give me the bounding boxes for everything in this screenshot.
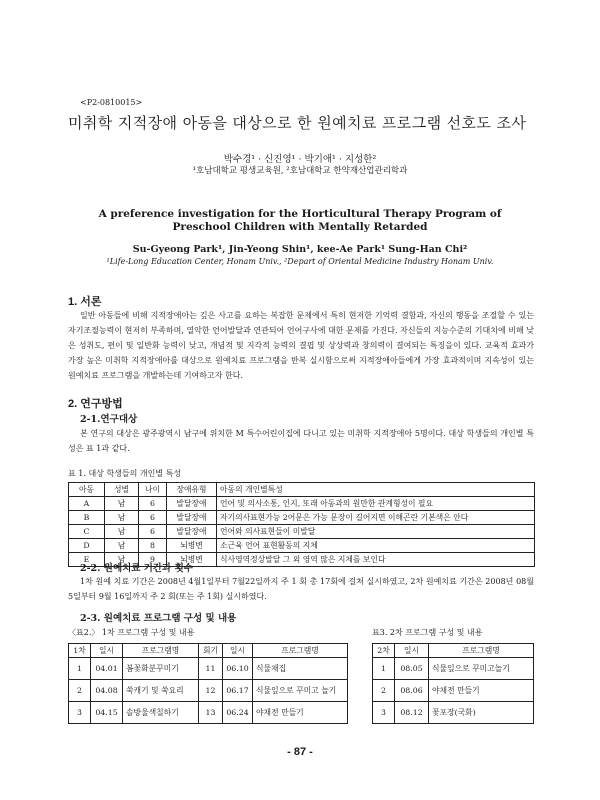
- table-row: [69, 702, 348, 724]
- affiliations-english: ¹Life-Long Education Center, Honam Univ., ²Depart of Oriental Medicine Industry Honam Univ.: [106, 257, 494, 266]
- table-cell: 08.05: [395, 658, 429, 680]
- table-3-caption: 표3. 2차 프로그램 구성 및 내용: [372, 628, 483, 637]
- table-cell: 남: [105, 497, 139, 511]
- table-cell: A: [69, 497, 105, 511]
- section-2-heading: 2. 연구방법: [68, 398, 123, 410]
- table-1-header-cell: 장애유형: [167, 483, 217, 497]
- table-cell: 언어 및 의사소통, 인지, 또래 아동과의 원만한 관계형성이 필요: [217, 497, 535, 511]
- table-cell: 뇌병변: [167, 539, 217, 553]
- table-cell: B: [69, 511, 105, 525]
- page-number: - 87 -: [287, 746, 313, 758]
- table-cell: 식물잎으로 꾸미고 놀기: [253, 680, 348, 702]
- table-1-caption: 표 1. 대상 학생들의 개인별 특성: [68, 469, 182, 478]
- section-1-body: [68, 308, 534, 383]
- table-1-header-row: [69, 483, 535, 497]
- table-cell: 06.10: [223, 658, 253, 680]
- title-english: [0, 208, 600, 234]
- table-cell: 발달장애: [167, 511, 217, 525]
- table-row: [69, 539, 535, 553]
- table-cell: 04.08: [91, 680, 123, 702]
- subsection-2-2-paragraph: 1차 원예 치료 기간은 2008년 4월1일부터 7월22일까지 주 1 회 총 17회에 걸쳐 실시하였고, 2차 원예치료 기간은 2008년 08월5일부터 9월 16일까지 주 2 회(또는 주 1회) 실시하였다.: [68, 577, 534, 601]
- table-row: [69, 511, 535, 525]
- table-2-header-cell: 프로그램명: [253, 644, 348, 658]
- table-cell: 언어와 의사표현들이 미발달: [217, 525, 535, 539]
- table-2-caption: 〈표2.〉 1차 프로그램 구성 및 내용: [68, 628, 195, 637]
- table-cell: 자기의사표현가능 2어문은 가능 문장이 길어지면 이해곤란 기본색은 안다: [217, 511, 535, 525]
- table-row: [69, 680, 348, 702]
- table-cell: 6: [139, 497, 167, 511]
- table-cell: 1: [373, 658, 395, 680]
- table-1: [68, 482, 535, 567]
- table-cell: 2: [69, 680, 91, 702]
- table-cell: 식사영역정상발달 그 외 영역 많은 지체를 보인다: [217, 553, 535, 567]
- section-1-heading: 1. 서론: [68, 296, 102, 308]
- table-2-header-row: [69, 644, 348, 658]
- table-cell: 쑥캐기 및 쑥요리: [123, 680, 199, 702]
- table-row: [69, 497, 535, 511]
- table-row: [373, 680, 534, 702]
- table-3-header-cell: 프로그램명: [429, 644, 534, 658]
- table-2-header-cell: 회기: [199, 644, 223, 658]
- section-1-paragraph: 일반 아동들에 비해 지적장애아는 깊은 사고를 요하는 복잡한 문제에서 특히 현저한 기억력 결함과, 자신의 행동을 조절할 수 있는 자기조절능력이 현저히 부족하며, 열악한 언어발달과 연관되어 언어구사에 대한 문제를 가진다. 자신들의 지능수준의 기대치에 비해 낮은 성취도, 편이 및 일반화 능력이 낮고, 개념적 및 지각적 능력의 결핍 및 상상력과 창의력이 결여되는 특징을이 있다. 교육적 효과가 가장 높은 미취학 지적장애아를 대상으로 원예치료 프로그램을 반복 실시함으로써 지적장애아들에게 가장 효과적이며 지속성이 있는 원예치료 프로그램을 개발하는데 기여하고자 한다.: [68, 311, 534, 380]
- table-3-header-row: [373, 644, 534, 658]
- table-3-header-cell: 2차: [373, 644, 395, 658]
- table-row: [69, 525, 535, 539]
- table-cell: C: [69, 525, 105, 539]
- title-korean: 미취학 지적장애 아동을 대상으로 한 원예치료 프로그램 선호도 조사: [68, 114, 527, 132]
- authors-korean: 박수경¹ · 신진영¹ · 박기애¹ · 지성한²: [223, 154, 377, 165]
- title-english-line1: A preference investigation for the Horticultural Therapy Program of: [98, 208, 502, 220]
- table-cell: 발달장애: [167, 525, 217, 539]
- table-cell: 봄꽃화분꾸미기: [123, 658, 199, 680]
- table-3-header-cell: 일시: [395, 644, 429, 658]
- table-cell: 발달장애: [167, 497, 217, 511]
- table-2-header-cell: 일시: [91, 644, 123, 658]
- table-row: [69, 658, 348, 680]
- table-cell: 식물잎으로 꾸미고놀기: [429, 658, 534, 680]
- table-cell: 남: [105, 511, 139, 525]
- table-cell: 12: [199, 680, 223, 702]
- table-cell: 13: [199, 702, 223, 724]
- table-row: [373, 658, 534, 680]
- table-cell: 06.17: [223, 680, 253, 702]
- table-cell: 남: [105, 525, 139, 539]
- table-cell: 04.15: [91, 702, 123, 724]
- table-1-header-cell: 나이: [139, 483, 167, 497]
- title-english-line2: Preschool Children with Mentally Retarded: [172, 221, 428, 233]
- table-3: [372, 643, 534, 724]
- table-1-header-cell: 아동: [69, 483, 105, 497]
- table-cell: 08.06: [395, 680, 429, 702]
- table-cell: 3: [373, 702, 395, 724]
- subsection-2-2-body: [68, 574, 534, 604]
- subsection-2-1-body: [68, 426, 534, 456]
- table-cell: 2: [373, 680, 395, 702]
- table-row: [373, 702, 534, 724]
- table-2-header-cell: 프로그램명: [123, 644, 199, 658]
- subsection-2-1-heading: 2-1.연구대상: [80, 414, 138, 425]
- table-cell: 솔방울색칠하기: [123, 702, 199, 724]
- table-cell: 6: [139, 511, 167, 525]
- affiliations-korean: ¹호남대학교 평생교육원, ²호남대학교 한약재산업관리학과: [192, 166, 408, 176]
- table-2: [68, 643, 348, 724]
- table-cell: 야채전 만들기: [429, 680, 534, 702]
- table-2-header-cell: 1차: [69, 644, 91, 658]
- table-1-header-cell: 아동의 개인별특성: [217, 483, 535, 497]
- table-cell: 뇌병변: [167, 553, 217, 567]
- table-cell: 06.24: [223, 702, 253, 724]
- table-cell: 남: [105, 553, 139, 567]
- paper-code: <P2-0810015>: [80, 98, 143, 107]
- table-cell: 04.01: [91, 658, 123, 680]
- table-cell: 8: [139, 539, 167, 553]
- table-cell: 야채전 만들기: [253, 702, 348, 724]
- table-cell: 소근육 언어 표현활동의 지체: [217, 539, 535, 553]
- authors-english: Su-Gyeong Park¹, Jin-Yeong Shin¹, kee-Ae Park¹ Sung-Han Chi²: [132, 244, 468, 255]
- table-cell: 6: [139, 525, 167, 539]
- table-cell: 9: [139, 553, 167, 567]
- table-cell: E: [69, 553, 105, 567]
- subsection-2-1-paragraph: 본 연구의 대상은 광주광역시 남구에 위치한 M 특수어린이집에 다니고 있는 미취학 지적장애아 5명이다. 대상 학생들의 개인별 특성은 표 1과 같다.: [68, 429, 534, 453]
- table-cell: D: [69, 539, 105, 553]
- table-2-header-cell: 일시: [223, 644, 253, 658]
- table-cell: 남: [105, 539, 139, 553]
- table-cell: 식물채집: [253, 658, 348, 680]
- subsection-2-3-heading: 2-3. 원예치료 프로그램 구성 및 내용: [80, 613, 237, 624]
- table-1-header-cell: 성별: [105, 483, 139, 497]
- table-cell: 꽃포장(국화): [429, 702, 534, 724]
- table-cell: 08.12: [395, 702, 429, 724]
- table-cell: 11: [199, 658, 223, 680]
- table-cell: 1: [69, 658, 91, 680]
- subsection-2-2-heading: 2-2. 원예치료 기간과 횟수: [80, 563, 193, 574]
- table-cell: 3: [69, 702, 91, 724]
